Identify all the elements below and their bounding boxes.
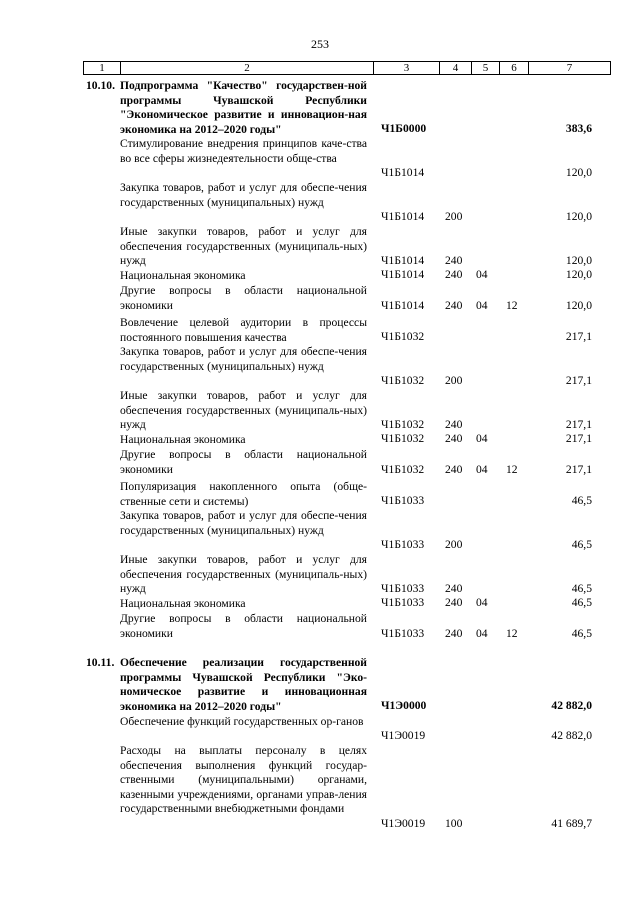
row-code: Ч1Б1014 bbox=[381, 254, 425, 268]
row-amount: 46,5 bbox=[571, 494, 592, 508]
row-amount: 120,0 bbox=[565, 299, 592, 313]
row-name: Другие вопросы в области национальной экономики bbox=[120, 448, 367, 476]
row-code: Ч1Б1014 bbox=[381, 210, 425, 224]
row-amount: 42 882,0 bbox=[551, 699, 592, 713]
row-expense-type: 240 bbox=[445, 596, 463, 610]
row-expense-type: 240 bbox=[445, 463, 463, 477]
row-name: Закупка товаров, работ и услуг для обеспе-чения государственных (муниципальных) нужд bbox=[120, 345, 367, 373]
row-name: Вовлечение целевой аудитории в процессы постоянного повышения качества bbox=[120, 316, 367, 344]
row-code: Ч1Б1033 bbox=[381, 596, 425, 610]
header-col-5: 5 bbox=[471, 62, 499, 74]
row-name: Национальная экономика bbox=[120, 597, 246, 610]
row-code: Ч1Б1014 bbox=[381, 299, 425, 313]
row-section: 04 bbox=[476, 627, 488, 641]
page-number: 253 bbox=[311, 37, 329, 51]
table-row bbox=[0, 345, 640, 389]
table-row bbox=[0, 509, 640, 553]
row-expense-type: 200 bbox=[445, 538, 463, 552]
row-code: Ч1Б1032 bbox=[381, 330, 425, 344]
table-row bbox=[0, 137, 640, 181]
header-col-3: 3 bbox=[373, 62, 439, 74]
table-row bbox=[0, 553, 640, 597]
table-row bbox=[0, 79, 640, 137]
row-code: Ч1Б1032 bbox=[381, 374, 425, 388]
row-code: Ч1Б1033 bbox=[381, 538, 425, 552]
table-row bbox=[0, 316, 640, 345]
row-name: Популяризация накопленного опыта (обще-ственные сети и системы) bbox=[120, 480, 367, 508]
row-amount: 217,1 bbox=[565, 463, 592, 477]
row-amount: 120,0 bbox=[565, 268, 592, 282]
table-row bbox=[0, 433, 640, 447]
row-expense-type: 240 bbox=[445, 299, 463, 313]
row-code: Ч1Э0019 bbox=[381, 817, 426, 831]
row-expense-type: 200 bbox=[445, 374, 463, 388]
row-expense-type: 240 bbox=[445, 268, 463, 282]
row-amount: 42 882,0 bbox=[551, 729, 592, 743]
row-name: Закупка товаров, работ и услуг для обеспе-чения государственных (муниципальных) нужд bbox=[120, 509, 367, 537]
row-name: Закупка товаров, работ и услуг для обеспе-чения государственных (муниципальных) нужд bbox=[120, 181, 367, 209]
row-amount: 46,5 bbox=[571, 627, 592, 641]
row-amount: 46,5 bbox=[571, 538, 592, 552]
row-code: Ч1Б1014 bbox=[381, 268, 425, 282]
row-code: Ч1Б0000 bbox=[381, 122, 427, 136]
row-amount: 46,5 bbox=[571, 582, 592, 596]
row-amount: 46,5 bbox=[571, 596, 592, 610]
row-subsection: 12 bbox=[506, 463, 518, 477]
row-name: Другие вопросы в области национальной экономики bbox=[120, 612, 367, 640]
header-col-4: 4 bbox=[439, 62, 471, 74]
row-number: 10.11. bbox=[86, 656, 115, 669]
row-code: Ч1Э0000 bbox=[381, 699, 427, 713]
table-row bbox=[0, 448, 640, 478]
row-code: Ч1Б1033 bbox=[381, 582, 425, 596]
row-subsection: 12 bbox=[506, 627, 518, 641]
row-name: Иные закупки товаров, работ и услуг для обеспечения государственных (муниципаль-ных) нужд bbox=[120, 553, 367, 596]
row-name: Расходы на выплаты персоналу в целях обеспечения выполнения функций государ-ственными (муниципальными) органами, казенными учреждениями, органами управ-ления государственными внебюджетными фондами bbox=[120, 744, 367, 816]
table-row bbox=[0, 612, 640, 642]
row-amount: 217,1 bbox=[565, 374, 592, 388]
row-code: Ч1Б1032 bbox=[381, 463, 425, 477]
header-col-1: 1 bbox=[99, 62, 105, 74]
row-expense-type: 240 bbox=[445, 627, 463, 641]
row-expense-type: 240 bbox=[445, 432, 463, 446]
table-row bbox=[0, 597, 640, 611]
table-row bbox=[0, 269, 640, 283]
row-section: 04 bbox=[476, 432, 488, 446]
row-subsection: 12 bbox=[506, 299, 518, 313]
row-section: 04 bbox=[476, 596, 488, 610]
row-expense-type: 240 bbox=[445, 582, 463, 596]
row-expense-type: 240 bbox=[445, 418, 463, 432]
table-row bbox=[0, 225, 640, 269]
row-name: Иные закупки товаров, работ и услуг для обеспечения государственных (муниципаль-ных) нужд bbox=[120, 225, 367, 268]
header-col-2: 2 bbox=[120, 62, 373, 74]
row-amount: 120,0 bbox=[565, 166, 592, 180]
row-amount: 120,0 bbox=[565, 254, 592, 268]
row-section: 04 bbox=[476, 299, 488, 313]
row-amount: 383,6 bbox=[565, 122, 592, 136]
row-amount: 120,0 bbox=[565, 210, 592, 224]
table-row bbox=[0, 656, 640, 714]
row-name: Стимулирование внедрения принципов каче-ства во все сферы жизнедеятельности обще-ства bbox=[120, 137, 367, 165]
row-number: 10.10. bbox=[86, 79, 115, 92]
row-code: Ч1Б1033 bbox=[381, 494, 425, 508]
row-amount: 41 689,7 bbox=[551, 817, 592, 831]
row-name: Другие вопросы в области национальной экономики bbox=[120, 284, 367, 312]
row-section: 04 bbox=[476, 268, 488, 282]
row-amount: 217,1 bbox=[565, 432, 592, 446]
row-code: Ч1Б1032 bbox=[381, 418, 425, 432]
table-row bbox=[0, 284, 640, 314]
table-row bbox=[0, 181, 640, 225]
row-code: Ч1Б1033 bbox=[381, 627, 425, 641]
row-expense-type: 200 bbox=[445, 210, 463, 224]
row-amount: 217,1 bbox=[565, 418, 592, 432]
table-row bbox=[0, 715, 640, 744]
row-name: Обеспечение функций государственных ор-ганов bbox=[120, 715, 364, 728]
header-col-7: 7 bbox=[528, 62, 610, 74]
row-name: Национальная экономика bbox=[120, 269, 246, 282]
header-col-6: 6 bbox=[499, 62, 528, 74]
row-amount: 217,1 bbox=[565, 330, 592, 344]
row-section: 04 bbox=[476, 463, 488, 477]
row-name: Обеспечение реализации государственной программы Чувашской Республики "Эко-номическое развитие и инновационная экономика на 2012–2020 годы" bbox=[120, 656, 367, 713]
row-expense-type: 240 bbox=[445, 254, 463, 268]
table-row bbox=[0, 389, 640, 433]
row-code: Ч1Б1032 bbox=[381, 432, 425, 446]
row-name: Национальная экономика bbox=[120, 433, 246, 446]
table-row bbox=[0, 480, 640, 509]
row-expense-type: 100 bbox=[445, 817, 463, 831]
row-name: Иные закупки товаров, работ и услуг для обеспечения государственных (муниципаль-ных) нужд bbox=[120, 389, 367, 432]
table-row bbox=[0, 744, 640, 832]
row-code: Ч1Б1014 bbox=[381, 166, 425, 180]
row-code: Ч1Э0019 bbox=[381, 729, 426, 743]
row-name: Подпрограмма "Качество" государствен-ной программы Чувашской Республики "Экономическое развитие и инновацион-ная экономика на 2012–2020 годы" bbox=[120, 79, 367, 136]
